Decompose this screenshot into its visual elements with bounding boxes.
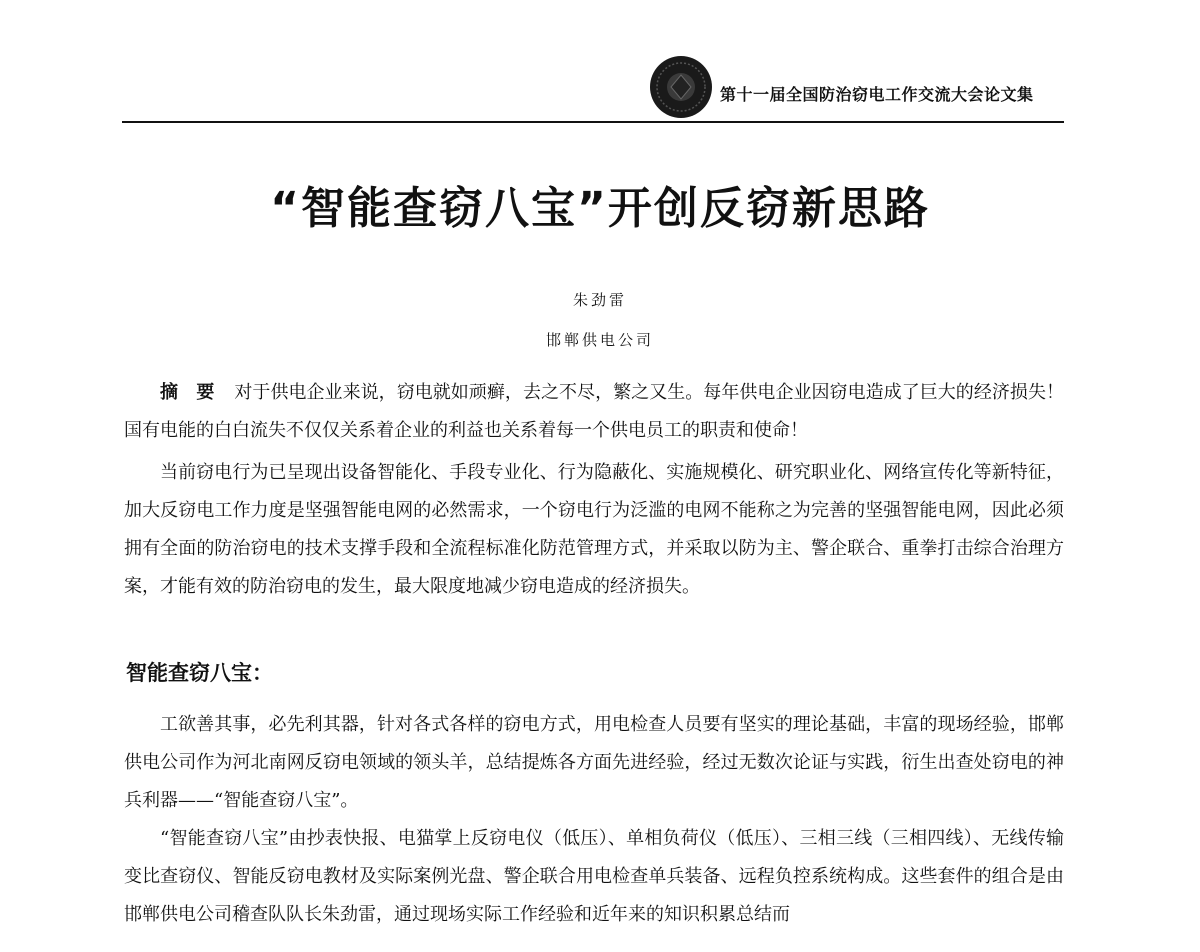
abstract-label: 摘 要: [160, 382, 221, 403]
abstract-paragraph: [124, 374, 1064, 450]
page-header: [122, 55, 1064, 123]
author-organization: 邯郸供电公司: [545, 331, 654, 349]
conference-seal-icon: [649, 55, 713, 119]
section-heading: 智能查窃八宝：: [126, 661, 273, 685]
collection-title: 第十一届全国防治窃电工作交流大会论文集: [720, 85, 1034, 104]
body-paragraph-2: 当前窃电行为已呈现出设备智能化、手段专业化、行为隐蔽化、实施规模化、研究职业化、网络宣传化等新特征，加大反窃电工作力度是坚强智能电网的必然需求，一个窃电行为泛滥的电网不能称之为完善的坚强智能电网，因此必须拥有全面的防治窃电的技术支撑手段和全流程标准化防范管理方式，并采取以防为主、警企联合、重拳打击综合治理方案，才能有效的防治窃电的发生，最大限度地减少窃电造成的经济损失。: [124, 462, 1064, 597]
body-paragraph-3: 工欲善其事，必先利其器，针对各式各样的窃电方式，用电检查人员要有坚实的理论基础，丰富的现场经验，邯郸供电公司作为河北南网反窃电领域的领头羊，总结提炼各方面先进经验，经过无数次论证与实践，衍生出查处窃电的神兵利器——“智能查窃八宝”。: [124, 714, 1064, 811]
body-paragraph-4: “智能查窃八宝”由抄表快报、电猫掌上反窃电仪（低压）、单相负荷仪（低压）、三相三线（三相四线）、无线传输变比查窃仪、智能反窃电教材及实际案例光盘、警企联合用电检查单兵装备、远程负控系统构成。这些套件的组合是由邯郸供电公司稽查队队长朱劲雷，通过现场实际工作经验和近年来的知识积累总结而: [124, 828, 1064, 925]
author-name: 朱劲雷: [572, 291, 627, 309]
paper-title: “智能查窃八宝”开创反窃新思路: [270, 183, 930, 234]
abstract-text: 对于供电企业来说，窃电就如顽癣，去之不尽，繁之又生。每年供电企业因窃电造成了巨大的经济损失！国有电能的白白流失不仅仅关系着企业的利益也关系着每一个供电员工的职责和使命！: [124, 382, 1064, 441]
